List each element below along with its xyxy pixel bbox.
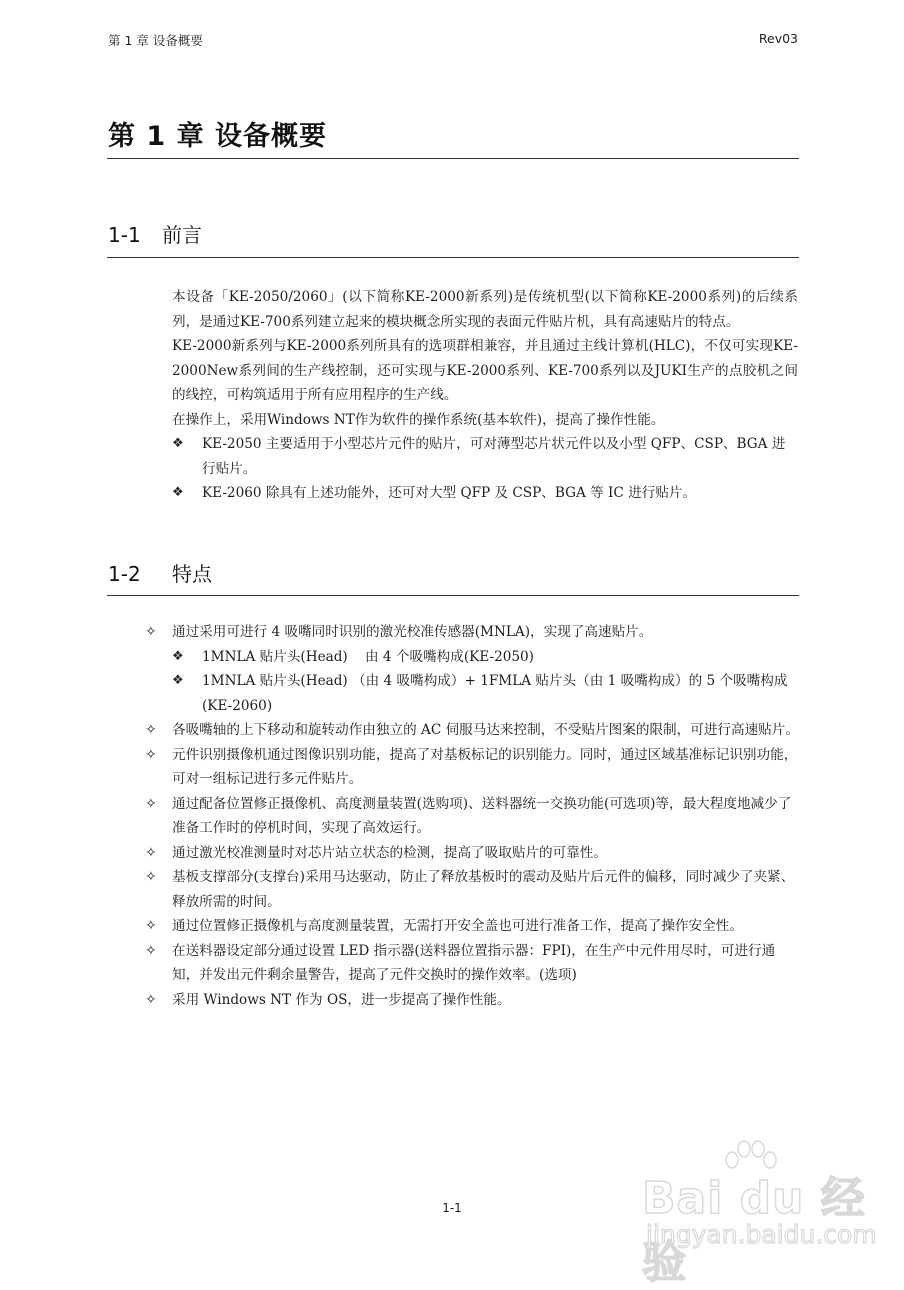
list-item-text: KE-2050 主要适用于小型芯片元件的贴片，可对薄型芯片状元件以及小型 QFP、CSP、BGA 进行贴片。 — [202, 436, 786, 477]
outline-star-bullet-icon: ✧ — [145, 869, 157, 885]
page-number: 1-1 — [442, 1201, 462, 1215]
feature-text: 通过激光校准测量时对芯片站立状态的检测，提高了吸取贴片的可靠性。 — [172, 844, 607, 861]
section-heading-1-2 — [108, 558, 212, 587]
feature-text: 元件识别摄像机通过图像识别功能，提高了对基板标记的识别能力。同时，通过区域基准标记识别功能，可对一组标记进行多元件贴片。 — [172, 746, 798, 787]
feature-text: 基板支撑部分(支撑台)采用马达驱动，防止了释放基板时的震动及贴片后元件的偏移，同时减少了夹紧、释放所需的时间。 — [172, 869, 795, 910]
feature-text: 通过采用可进行 4 吸嘴同时识别的激光校准传感器(MNLA)，实现了高速贴片。 — [172, 624, 653, 640]
list-item-text: KE-2060 除具有上述功能外，还可对大型 QFP 及 CSP、BGA 等 IC 进行贴片。 — [202, 485, 697, 501]
section-number: 1-2 — [108, 562, 141, 586]
outline-star-bullet-icon: ✧ — [145, 991, 157, 1008]
feature-text: 各吸嘴轴的上下移动和旋转动作由独立的 AC 伺服马达来控制，不受贴片图案的限制，可进行高速贴片。 — [172, 722, 799, 738]
feature-item — [145, 865, 800, 914]
outline-star-bullet-icon: ✧ — [145, 844, 157, 861]
running-header-chapter: 第 1 章 设备概要 — [108, 33, 203, 48]
feature-text: 通过位置修正摄像机与高度测量装置，无需打开安全盖也可进行准备工作，提高了操作安全性。 — [172, 918, 743, 934]
diamond-bullet-icon: ❖ — [172, 648, 184, 664]
outline-star-bullet-icon: ✧ — [145, 942, 157, 959]
section-heading-1-1 — [108, 219, 202, 248]
feature-item — [145, 939, 800, 988]
feature-subitem — [145, 645, 800, 670]
feature-subitem — [145, 669, 800, 718]
outline-star-bullet-icon: ✧ — [145, 722, 157, 738]
paw-logo-icon — [720, 1140, 780, 1180]
feature-text: 采用 Windows NT 作为 OS，进一步提高了操作性能。 — [172, 991, 511, 1008]
outline-star-bullet-icon: ✧ — [145, 624, 157, 640]
feature-subitem-text: 1MNLA 贴片头(Head) 由 4 个吸嘴构成(KE-2050) — [202, 648, 534, 665]
diamond-bullet-icon: ❖ — [172, 673, 184, 688]
list-item — [172, 432, 798, 481]
feature-item — [145, 988, 800, 1013]
section-divider — [107, 595, 799, 596]
feature-subitem-text: 1MNLA 贴片头(Head) （由 4 吸嘴构成）+ 1FMLA 贴片头（由 1 吸嘴构成）的 5 个吸嘴构成(KE-2060) — [202, 673, 788, 714]
section-1-1-body — [172, 285, 798, 506]
outline-star-bullet-icon: ✧ — [145, 918, 157, 934]
outline-star-bullet-icon: ✧ — [145, 746, 157, 763]
revision-label: Rev03 — [758, 31, 798, 46]
features-list — [145, 620, 800, 1012]
paragraph: KE-2000新系列与KE-2000系列所具有的选项群相兼容，并且通过主线计算机(HLC)，不仅可实现KE-2000New系列间的生产线控制，还可实现与KE-2000系列、KE-700系列以及JUKI生产的点胶机之间的线控，可构筑适用于所有应用程序的生产线。 — [172, 338, 798, 403]
feature-item — [145, 620, 800, 645]
watermark-logo-text: Bai du 经验 — [642, 1173, 866, 1288]
section-number: 1-1 — [108, 223, 141, 247]
section-title: 前言 — [162, 223, 202, 247]
watermark-url: jingyan.baidu.com — [646, 1220, 877, 1249]
feature-text: 通过配备位置修正摄像机、高度测量装置(选购项)、送料器统一交换功能(可选项)等，最大程度地减少了准备工作时的停机时间，实现了高效运行。 — [172, 795, 792, 836]
feature-item — [145, 792, 800, 841]
outline-star-bullet-icon: ✧ — [145, 795, 157, 812]
chapter-divider — [107, 158, 799, 159]
section-title: 特点 — [172, 562, 212, 586]
diamond-bullet-icon: ❖ — [172, 485, 184, 500]
section-divider — [107, 257, 799, 258]
feature-item — [145, 718, 800, 743]
feature-item — [145, 914, 800, 939]
diamond-bullet-icon: ❖ — [172, 436, 184, 451]
paragraph: 本设备「KE-2050/2060」(以下简称KE-2000新系列)是传统机型(以下简称KE-2000系列)的后续系列，是通过KE-700系列建立起来的模块概念所实现的表面元件贴片机，具有高速贴片的特点。 — [172, 289, 798, 330]
running-header — [108, 31, 798, 49]
list-item — [172, 481, 798, 506]
chapter-title: 第 1 章 设备概要 — [108, 121, 327, 152]
paragraph: 在操作上，采用Windows NT作为软件的操作系统(基本软件)，提高了操作性能。 — [172, 411, 665, 428]
feature-text: 在送料器设定部分通过设置 LED 指示器(送料器位置指示器：FPI)，在生产中元件用尽时，可进行通知，并发出元件剩余量警告，提高了元件交换时的操作效率。(选项) — [172, 942, 776, 983]
feature-item — [145, 841, 800, 866]
feature-item — [145, 743, 800, 792]
